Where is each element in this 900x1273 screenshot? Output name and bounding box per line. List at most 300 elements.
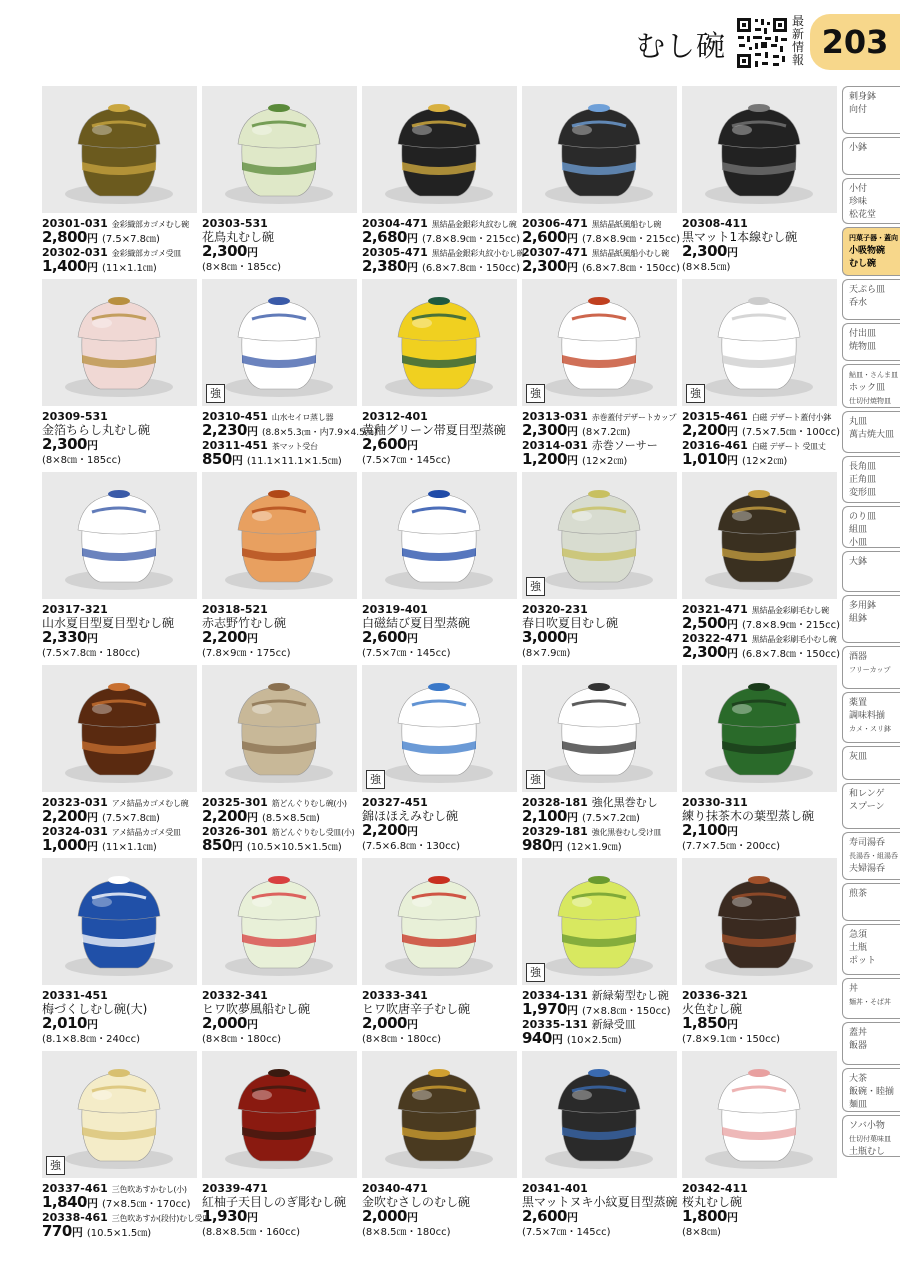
product-spec: (7.5×7.5㎝・100cc) — [741, 427, 841, 438]
product-name: 筋どんぐりむし碗(小) — [271, 799, 347, 808]
bowl-illustration — [42, 86, 197, 213]
category-tab[interactable] — [842, 692, 900, 743]
bowl-shape — [268, 876, 290, 884]
bowl-shape — [92, 1090, 112, 1100]
product-line — [362, 822, 537, 837]
product-spec: (11×1.1㎝) — [101, 842, 157, 853]
category-tab-label: 調味料揃 — [849, 711, 886, 721]
product-line — [202, 215, 377, 229]
product-card[interactable] — [682, 665, 837, 855]
product-photo[interactable] — [42, 665, 197, 792]
product-price: 1,970 — [522, 1000, 567, 1018]
category-tab-label: 薬置 — [849, 698, 868, 708]
category-tab-label: 正角皿 — [849, 475, 877, 485]
yen-unit: 円 — [726, 425, 738, 438]
product-code: 20323-031 — [42, 796, 108, 809]
product-line — [682, 808, 857, 822]
product-card[interactable] — [522, 472, 677, 662]
product-code: 20342-411 — [682, 1182, 748, 1195]
product-name: 白磁 デザート蓋付小鉢 — [751, 413, 832, 422]
product-name: 黒結晶金彩刷毛むし碗 — [751, 606, 829, 615]
bowl-illustration — [522, 1051, 677, 1178]
product-photo[interactable] — [682, 665, 837, 792]
yen-unit: 円 — [86, 439, 98, 452]
category-tab-label: 寿司湯呑 — [849, 838, 886, 848]
product-photo[interactable] — [522, 472, 677, 599]
strong-badge: 強 — [526, 770, 545, 789]
product-line — [522, 244, 697, 258]
bowl-illustration — [362, 858, 517, 985]
yen-unit: 円 — [246, 246, 258, 259]
yen-unit: 円 — [566, 1211, 578, 1224]
product-card[interactable] — [42, 472, 197, 662]
yen-unit: 円 — [551, 1033, 563, 1046]
product-photo[interactable] — [42, 858, 197, 985]
product-name: 春日吹夏目むし碗 — [522, 616, 619, 630]
product-line — [682, 1223, 857, 1237]
product-card[interactable] — [202, 472, 357, 662]
product-price: 2,300 — [522, 257, 567, 275]
product-spec: (8×8㎝・185cc) — [202, 262, 281, 273]
bowl-shape — [748, 297, 770, 305]
category-tab-label: 仕切付菓味皿 — [849, 1135, 891, 1143]
category-tab-label: 松花堂 — [849, 210, 877, 220]
bowl-illustration — [202, 665, 357, 792]
product-spec: (7.5×7㎝・145cc) — [522, 1227, 611, 1238]
product-card[interactable] — [42, 1051, 210, 1241]
product-line — [42, 601, 217, 615]
category-tab[interactable] — [842, 279, 900, 320]
product-line — [522, 644, 697, 658]
product-photo[interactable] — [522, 86, 677, 213]
category-tab-label: 組鉢 — [849, 614, 868, 624]
product-photo[interactable] — [682, 279, 837, 406]
product-photo[interactable] — [42, 86, 197, 213]
yen-unit: 円 — [566, 261, 578, 274]
category-tab-label: 付出皿 — [849, 329, 877, 339]
product-line — [522, 215, 697, 229]
product-line — [362, 408, 537, 422]
yen-unit: 円 — [231, 840, 243, 853]
product-card[interactable] — [522, 1051, 677, 1241]
bowl-illustration — [682, 279, 837, 406]
category-tab[interactable] — [842, 178, 900, 224]
product-card[interactable] — [42, 665, 197, 855]
product-photo[interactable] — [522, 665, 677, 792]
product-code: 20309-531 — [42, 410, 108, 423]
bowl-shape — [252, 897, 272, 907]
product-code: 20310-451 — [202, 410, 268, 423]
product-spec: (8×8㎝・185cc) — [42, 455, 121, 466]
bowl-shape — [268, 297, 290, 305]
category-tab[interactable] — [842, 978, 900, 1019]
bowl-illustration — [42, 1051, 197, 1178]
category-tab-label: 飯器 — [849, 1041, 868, 1051]
category-tab[interactable] — [842, 1022, 900, 1065]
product-code: 20336-321 — [682, 989, 748, 1002]
category-tab-label: スプーン — [849, 802, 885, 812]
page-number: 203 — [810, 14, 900, 70]
product-photo[interactable] — [202, 472, 357, 599]
product-code: 20314-031 — [522, 439, 588, 452]
category-tab-label: 夫婦湯呑 — [849, 864, 886, 874]
product-line — [362, 215, 537, 229]
bowl-shape — [412, 1090, 432, 1100]
qr-label-char: 報 — [792, 53, 805, 67]
product-card[interactable] — [682, 858, 837, 1048]
product-photo[interactable] — [682, 472, 837, 599]
bowl-shape — [108, 683, 130, 691]
product-line — [522, 229, 697, 244]
product-line — [362, 1001, 537, 1015]
product-name: 黒結晶金銀彩丸紋むし碗 — [431, 220, 517, 229]
strong-badge: 強 — [206, 384, 225, 403]
product-line — [522, 1208, 697, 1223]
product-code: 20305-471 — [362, 246, 428, 259]
category-tab[interactable] — [842, 746, 900, 780]
product-photo[interactable] — [362, 86, 517, 213]
product-photo[interactable] — [362, 472, 517, 599]
product-photo[interactable] — [202, 1051, 357, 1178]
product-line — [522, 422, 697, 437]
strong-badge: 強 — [46, 1156, 65, 1175]
product-line — [682, 243, 857, 258]
product-price: 2,600 — [522, 228, 567, 246]
product-line — [682, 229, 857, 243]
category-tab[interactable] — [842, 456, 900, 503]
product-code: 20334-131 — [522, 989, 588, 1002]
bowl-shape — [252, 704, 272, 714]
product-card[interactable] — [362, 86, 525, 276]
product-card[interactable] — [362, 665, 517, 855]
product-card[interactable] — [202, 279, 378, 469]
category-tab[interactable] — [842, 323, 900, 361]
bowl-illustration — [682, 472, 837, 599]
product-price: 2,300 — [42, 435, 87, 453]
product-price: 1,800 — [682, 1207, 727, 1225]
bowl-illustration — [682, 1051, 837, 1178]
product-name: 茶マット受台 — [271, 442, 318, 451]
product-card[interactable] — [362, 472, 517, 662]
bowl-shape — [92, 897, 112, 907]
yen-unit: 円 — [726, 246, 738, 259]
strong-badge: 強 — [526, 577, 545, 596]
product-price: 2,380 — [362, 257, 407, 275]
product-line — [362, 837, 537, 851]
product-code: 20329-181 — [522, 825, 588, 838]
product-code: 20315-461 — [682, 410, 748, 423]
product-price: 2,600 — [362, 628, 407, 646]
product-card[interactable] — [202, 858, 357, 1048]
product-card[interactable] — [522, 279, 677, 469]
bowl-shape — [268, 683, 290, 691]
product-line — [522, 794, 697, 808]
category-tab[interactable] — [842, 1115, 900, 1157]
product-line — [42, 808, 217, 823]
product-info — [42, 794, 217, 852]
bowl-shape — [572, 704, 592, 714]
product-line — [522, 1223, 697, 1237]
product-code: 20339-471 — [202, 1182, 268, 1195]
strong-badge: 強 — [366, 770, 385, 789]
product-card[interactable] — [522, 665, 677, 855]
product-line — [202, 601, 377, 615]
product-price: 2,100 — [682, 821, 727, 839]
product-code: 20324-031 — [42, 825, 108, 838]
product-photo[interactable] — [202, 279, 357, 406]
product-code: 20327-451 — [362, 796, 428, 809]
product-photo[interactable] — [42, 472, 197, 599]
product-line — [362, 644, 537, 658]
category-tab-label: むし碗 — [849, 259, 877, 269]
category-tab-label: 焼物皿 — [849, 342, 877, 352]
category-tab[interactable] — [842, 783, 900, 829]
category-tab[interactable] — [842, 364, 900, 408]
product-code: 20308-411 — [682, 217, 748, 230]
product-spec: (7.8×9.1㎝・150cc) — [682, 1034, 781, 1045]
product-line — [42, 1030, 217, 1044]
category-tab[interactable] — [842, 883, 900, 921]
product-price: 850 — [202, 450, 232, 468]
product-line — [522, 437, 697, 451]
product-price: 980 — [522, 836, 552, 854]
product-spec: (8.5×8.5㎝) — [261, 813, 320, 824]
product-price: 770 — [42, 1222, 72, 1240]
category-tab-label: 長湯呑・組湯呑 — [849, 852, 898, 860]
product-line — [362, 808, 537, 822]
product-line — [42, 1194, 217, 1209]
category-tab[interactable] — [842, 551, 900, 592]
yen-unit: 円 — [71, 1226, 83, 1239]
product-line — [522, 987, 697, 1001]
category-tab-label: 変形皿 — [849, 488, 877, 498]
product-name: 山水夏目型夏目型むし碗 — [42, 616, 175, 630]
product-code: 20341-401 — [522, 1182, 588, 1195]
product-card[interactable] — [682, 279, 841, 469]
product-price: 2,000 — [362, 1014, 407, 1032]
product-card[interactable] — [682, 86, 837, 276]
product-line — [42, 1015, 217, 1030]
bowl-shape — [412, 897, 432, 907]
product-info — [522, 601, 697, 658]
category-tab-label: 麺丼・そば丼 — [849, 998, 891, 1006]
product-name: アメ結晶カゴメ受皿 — [111, 828, 181, 837]
category-tab-label: 飯碗・睦揃 — [849, 1087, 895, 1097]
product-price: 2,000 — [362, 1207, 407, 1225]
product-photo[interactable] — [202, 665, 357, 792]
product-name: 錦ほほえみむし碗 — [362, 809, 459, 823]
product-photo[interactable] — [42, 1051, 197, 1178]
product-code: 20306-471 — [522, 217, 588, 230]
bowl-shape — [412, 704, 432, 714]
bowl-shape — [588, 490, 610, 498]
bowl-shape — [92, 704, 112, 714]
product-spec: (8×7.9㎝) — [522, 648, 571, 659]
product-line — [682, 258, 857, 272]
bowl-shape — [252, 125, 272, 135]
product-spec: (12×1.9㎝) — [566, 842, 622, 853]
product-photo[interactable] — [682, 1051, 837, 1178]
product-line — [682, 437, 857, 451]
product-spec: (7×8.5㎝・170cc) — [101, 1199, 191, 1210]
product-card[interactable] — [42, 86, 197, 276]
product-photo[interactable] — [522, 279, 677, 406]
product-card[interactable] — [362, 858, 517, 1048]
product-card[interactable] — [682, 472, 841, 662]
product-photo[interactable] — [42, 279, 197, 406]
product-price: 2,000 — [202, 1014, 247, 1032]
product-line — [202, 1015, 377, 1030]
product-name: 赤巻蓋付デザートカップ — [591, 413, 677, 422]
product-code: 20316-461 — [682, 439, 748, 452]
product-card[interactable] — [42, 279, 197, 469]
bowl-illustration — [202, 858, 357, 985]
product-card[interactable] — [522, 86, 681, 276]
product-line — [522, 601, 697, 615]
category-tab-label: 小付 — [849, 184, 868, 194]
product-info — [362, 215, 537, 273]
product-info — [202, 215, 377, 272]
product-line — [42, 987, 217, 1001]
product-line — [42, 436, 217, 451]
qr-code-icon[interactable] — [735, 16, 789, 70]
product-line — [362, 436, 537, 451]
product-photo[interactable] — [522, 1051, 677, 1178]
bowl-illustration — [362, 86, 517, 213]
product-line — [202, 229, 377, 243]
product-photo[interactable] — [202, 858, 357, 985]
bowl-illustration — [42, 472, 197, 599]
product-card[interactable] — [362, 279, 517, 469]
product-photo[interactable] — [202, 86, 357, 213]
product-code: 20328-181 — [522, 796, 588, 809]
product-price: 850 — [202, 836, 232, 854]
product-card[interactable] — [682, 1051, 837, 1241]
product-info — [682, 794, 857, 851]
category-tab-label: 小皿 — [849, 538, 868, 548]
strong-badge: 強 — [686, 384, 705, 403]
bowl-illustration — [362, 279, 517, 406]
product-spec: (7.5×7.8㎝) — [101, 234, 160, 245]
category-tab[interactable] — [842, 227, 900, 276]
yen-unit: 円 — [551, 840, 563, 853]
product-info — [202, 601, 377, 658]
product-card[interactable] — [42, 858, 197, 1048]
product-photo[interactable] — [362, 858, 517, 985]
product-spec: (7.5×7.8㎝・180cc) — [42, 648, 141, 659]
category-tab[interactable] — [842, 506, 900, 548]
category-tab[interactable] — [842, 137, 900, 175]
product-info — [522, 1180, 697, 1237]
product-code: 20335-131 — [522, 1018, 588, 1031]
yen-unit: 円 — [726, 647, 738, 660]
product-photo[interactable] — [362, 279, 517, 406]
product-line — [42, 1209, 217, 1223]
product-card[interactable] — [362, 1051, 517, 1241]
product-line — [202, 644, 377, 658]
product-code: 20322-471 — [682, 632, 748, 645]
product-code: 20317-321 — [42, 603, 108, 616]
product-line — [202, 987, 377, 1001]
yen-unit: 円 — [566, 811, 578, 824]
category-tab[interactable] — [842, 86, 900, 134]
product-spec: (8×8.5㎝) — [682, 262, 731, 273]
product-line — [682, 1208, 857, 1223]
yen-unit: 円 — [406, 825, 418, 838]
category-tab[interactable] — [842, 832, 900, 880]
category-tab-label: 円菓子器・蓋向 — [849, 234, 898, 242]
bowl-illustration — [522, 86, 677, 213]
bowl-illustration — [522, 472, 677, 599]
product-code: 20330-311 — [682, 796, 748, 809]
product-photo[interactable] — [682, 858, 837, 985]
product-name: 新緑菊型むし碗 — [591, 989, 669, 1002]
product-info — [682, 987, 857, 1044]
product-photo[interactable] — [362, 1051, 517, 1178]
product-card[interactable] — [202, 665, 357, 855]
product-line — [42, 1223, 217, 1238]
product-code: 20332-341 — [202, 989, 268, 1002]
product-line — [682, 422, 857, 437]
category-tab-label: 呑水 — [849, 298, 868, 308]
product-name: 花鳥丸むし碗 — [202, 230, 275, 244]
product-line — [682, 215, 857, 229]
product-card[interactable] — [522, 858, 677, 1048]
category-tab[interactable] — [842, 595, 900, 643]
product-name: 白磁結び夏目型蒸碗 — [362, 616, 471, 630]
product-line — [682, 1030, 857, 1044]
product-photo[interactable] — [362, 665, 517, 792]
category-tab-label: 煎茶 — [849, 889, 868, 899]
product-spec: (8×8㎝・180cc) — [362, 1034, 441, 1045]
page-header — [0, 0, 900, 80]
product-line — [522, 615, 697, 629]
product-line — [202, 629, 377, 644]
product-card[interactable] — [202, 86, 357, 276]
bowl-illustration — [42, 858, 197, 985]
product-spec: (11.1×11.1×1.5㎝) — [246, 456, 342, 467]
yen-unit: 円 — [566, 425, 578, 438]
product-code: 20337-461 — [42, 1182, 108, 1195]
product-line — [682, 630, 857, 644]
bowl-illustration — [202, 472, 357, 599]
product-card[interactable] — [202, 1051, 357, 1241]
product-spec: (7.5×6.8㎝・130cc) — [362, 841, 461, 852]
product-line — [682, 987, 857, 1001]
product-line — [362, 615, 537, 629]
category-tab[interactable] — [842, 646, 900, 689]
product-price: 2,010 — [42, 1014, 87, 1032]
qr-label-char: 最 — [792, 14, 805, 28]
category-tab[interactable] — [842, 924, 900, 975]
product-photo[interactable] — [682, 86, 837, 213]
product-photo[interactable] — [522, 858, 677, 985]
product-line — [202, 837, 377, 852]
product-name: 筋どんぐりむし受皿(小) — [271, 828, 355, 837]
product-line — [522, 408, 697, 422]
bowl-shape — [572, 897, 592, 907]
product-spec: (7.5×7㎝・145cc) — [362, 648, 451, 659]
product-name: 赤志野竹むし碗 — [202, 616, 287, 630]
product-name: 金吹むさしのむし碗 — [362, 1195, 471, 1209]
product-price: 2,500 — [682, 614, 727, 632]
product-info — [362, 987, 537, 1044]
product-price: 2,200 — [202, 628, 247, 646]
bowl-shape — [412, 511, 432, 521]
yen-unit: 円 — [566, 1004, 578, 1017]
category-tab[interactable] — [842, 411, 900, 453]
category-tab[interactable] — [842, 1068, 900, 1112]
